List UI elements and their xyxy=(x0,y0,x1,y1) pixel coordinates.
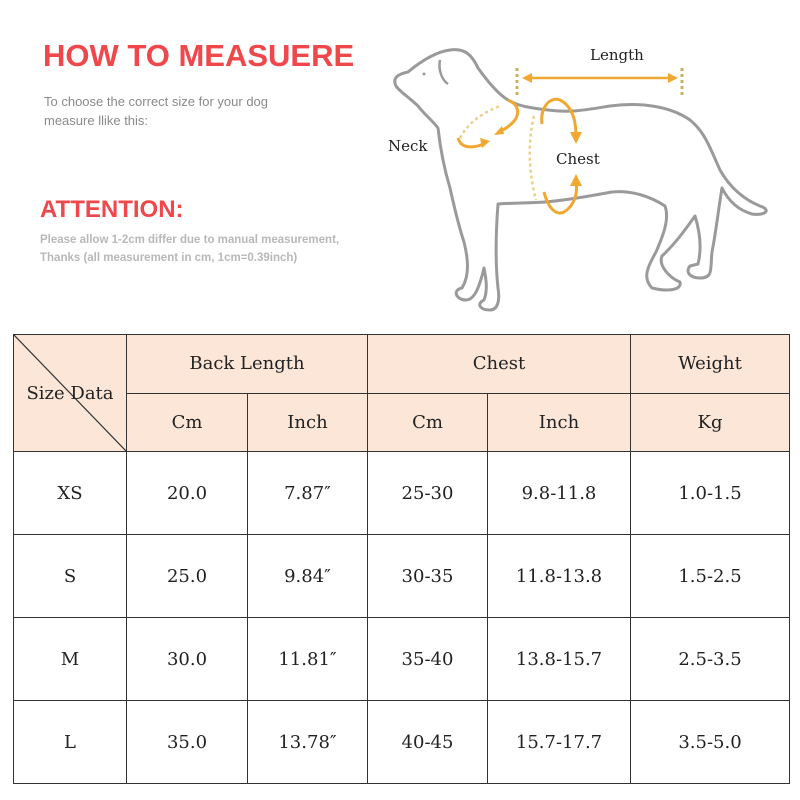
back-inch-cell: 13.78″ xyxy=(248,701,368,784)
chest-inch-cell: 13.8-15.7 xyxy=(488,618,631,701)
table-row xyxy=(14,701,790,784)
size-cell: XS xyxy=(14,452,127,535)
instructions-text xyxy=(44,92,334,130)
size-cell: M xyxy=(14,618,127,701)
size-chart-table xyxy=(13,334,790,784)
page-title: HOW TO MEASUERE xyxy=(43,38,355,73)
chest-cm-cell: 35-40 xyxy=(368,618,488,701)
table-header-unit-row xyxy=(14,393,790,452)
attention-heading: ATTENTION: xyxy=(40,196,184,223)
size-cell: S xyxy=(14,535,127,618)
back-cm-cell: 30.0 xyxy=(127,618,248,701)
back-cm-cell: 35.0 xyxy=(127,701,248,784)
chest-label: Chest xyxy=(556,150,600,168)
unit-header-back-cm: Cm xyxy=(127,393,248,452)
neck-label: Neck xyxy=(388,137,428,155)
unit-header-chest-inch: Inch xyxy=(488,393,631,452)
chest-inch-cell: 9.8-11.8 xyxy=(488,452,631,535)
chest-cm-cell: 40-45 xyxy=(368,701,488,784)
back-cm-cell: 20.0 xyxy=(127,452,248,535)
attention-note-line-2: Thanks (all measurement in cm, 1cm=0.39inch) xyxy=(40,252,298,264)
chest-cm-cell: 30-35 xyxy=(368,535,488,618)
back-inch-cell: 9.84″ xyxy=(248,535,368,618)
weight-kg-cell: 1.0-1.5 xyxy=(631,452,790,535)
weight-kg-cell: 1.5-2.5 xyxy=(631,535,790,618)
dog-measurement-diagram xyxy=(380,20,780,330)
size-cell: L xyxy=(14,701,127,784)
unit-header-chest-cm: Cm xyxy=(368,393,488,452)
group-header-weight: Weight xyxy=(631,335,790,394)
table-row xyxy=(14,452,790,535)
corner-header-cell xyxy=(14,335,127,452)
instructions-line-2: measure llike this: xyxy=(44,113,149,128)
chest-cm-cell: 25-30 xyxy=(368,452,488,535)
chest-inch-cell: 15.7-17.7 xyxy=(488,701,631,784)
corner-header-label: Size Data xyxy=(26,382,114,404)
weight-kg-cell: 3.5-5.0 xyxy=(631,701,790,784)
attention-note-line-1: Please allow 1-2cm differ due to manual measurement, xyxy=(40,234,340,246)
length-label: Length xyxy=(590,46,644,64)
table-row xyxy=(14,618,790,701)
unit-header-back-inch: Inch xyxy=(248,393,368,452)
unit-header-weight-kg: Kg xyxy=(631,393,790,452)
chest-inch-cell: 11.8-13.8 xyxy=(488,535,631,618)
group-header-back-length: Back Length xyxy=(127,335,368,394)
table-row xyxy=(14,535,790,618)
weight-kg-cell: 2.5-3.5 xyxy=(631,618,790,701)
dog-outline-icon xyxy=(380,20,780,330)
back-inch-cell: 11.81″ xyxy=(248,618,368,701)
attention-note xyxy=(40,231,420,267)
instructions-line-1: To choose the correct size for your dog xyxy=(44,94,269,109)
group-header-chest: Chest xyxy=(368,335,631,394)
back-inch-cell: 7.87″ xyxy=(248,452,368,535)
back-cm-cell: 25.0 xyxy=(127,535,248,618)
table-header-group-row xyxy=(14,335,790,394)
